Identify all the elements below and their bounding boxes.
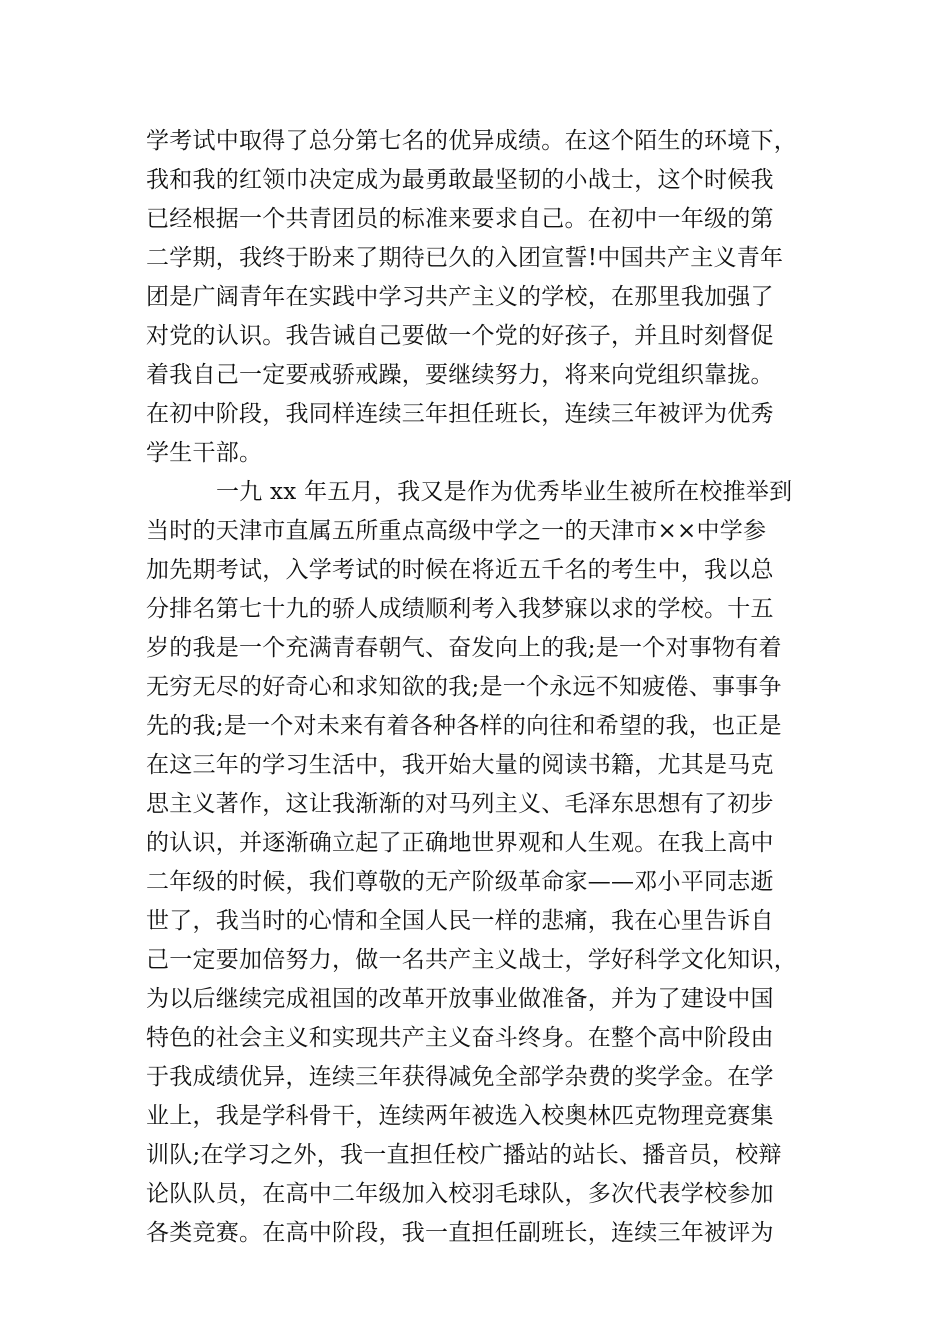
text-line: 在这三年的学习生活中，我开始大量的阅读书籍，尤其是马克 xyxy=(146,752,774,778)
text-line: 二年级的时候，我们尊敬的无产阶级革命家——邓小平同志逝 xyxy=(146,869,774,895)
paragraph-2 xyxy=(146,473,806,1253)
text-line: 为以后继续完成祖国的改革开放事业做准备，并为了建设中国 xyxy=(146,986,774,1012)
text-line: 岁的我是一个充满青春朝气、奋发向上的我;是一个对事物有着 xyxy=(146,635,782,661)
text-line: 各类竞赛。在高中阶段，我一直担任副班长，连续三年被评为 xyxy=(146,1220,774,1246)
text-line: 的认识，并逐渐确立起了正确地世界观和人生观。在我上高中 xyxy=(146,830,774,856)
text-line: 业上，我是学科骨干，连续两年被选入校奥林匹克物理竞赛集 xyxy=(146,1103,774,1129)
text-line: 团是广阔青年在实践中学习共产主义的学校，在那里我加强了 xyxy=(146,284,774,310)
text-line: 着我自己一定要戒骄戒躁，要继续努力，将来向党组织靠拢。 xyxy=(146,362,774,388)
text-line: 当时的天津市直属五所重点高级中学之一的天津市××中学参 xyxy=(146,518,767,544)
text-line: 已经根据一个共青团员的标准来要求自己。在初中一年级的第 xyxy=(146,206,774,232)
text-line: 加先期考试，入学考试的时候在将近五千名的考生中，我以总 xyxy=(146,557,774,583)
text-line: 学考试中取得了总分第七名的优异成绩。在这个陌生的环境下， xyxy=(146,128,797,154)
text-line: 训队;在学习之外，我一直担任校广播站的站长、播音员，校辩 xyxy=(146,1142,782,1168)
text-line: 于我成绩优异，连续三年获得减免全部学杂费的奖学金。在学 xyxy=(146,1064,774,1090)
text-line: 己一定要加倍努力，做一名共产主义战士，学好科学文化知识， xyxy=(146,947,797,973)
document-body xyxy=(146,122,806,1253)
text-line: 在初中阶段，我同样连续三年担任班长，连续三年被评为优秀 xyxy=(146,401,774,427)
text-line: 分排名第七十九的骄人成绩顺利考入我梦寐以求的学校。十五 xyxy=(146,596,774,622)
text-line: 思主义著作，这让我渐渐的对马列主义、毛泽东思想有了初步 xyxy=(146,791,774,817)
text-line: 二学期，我终于盼来了期待已久的入团宣誓!中国共产主义青年 xyxy=(146,245,784,271)
text-line: 先的我;是一个对未来有着各种各样的向往和希望的我，也正是 xyxy=(146,713,782,739)
text-line: 无穷无尽的好奇心和求知欲的我;是一个永远不知疲倦、事事争 xyxy=(146,674,782,700)
text-line: 我和我的红领巾决定成为最勇敢最坚韧的小战士，这个时候我 xyxy=(146,167,774,193)
text-line: 对党的认识。我告诫自己要做一个党的好孩子，并且时刻督促 xyxy=(146,323,774,349)
text-line: 特色的社会主义和实现共产主义奋斗终身。在整个高中阶段由 xyxy=(146,1025,774,1051)
text-line: 论队队员，在高中二年级加入校羽毛球队，多次代表学校参加 xyxy=(146,1181,774,1207)
text-line: 世了，我当时的心情和全国人民一样的悲痛，我在心里告诉自 xyxy=(146,908,774,934)
text-line: 学生干部。 xyxy=(146,440,263,466)
paragraph-1 xyxy=(146,122,806,473)
text-line: 一九 xx 年五月，我又是作为优秀毕业生被所在校推举到 xyxy=(216,479,793,505)
